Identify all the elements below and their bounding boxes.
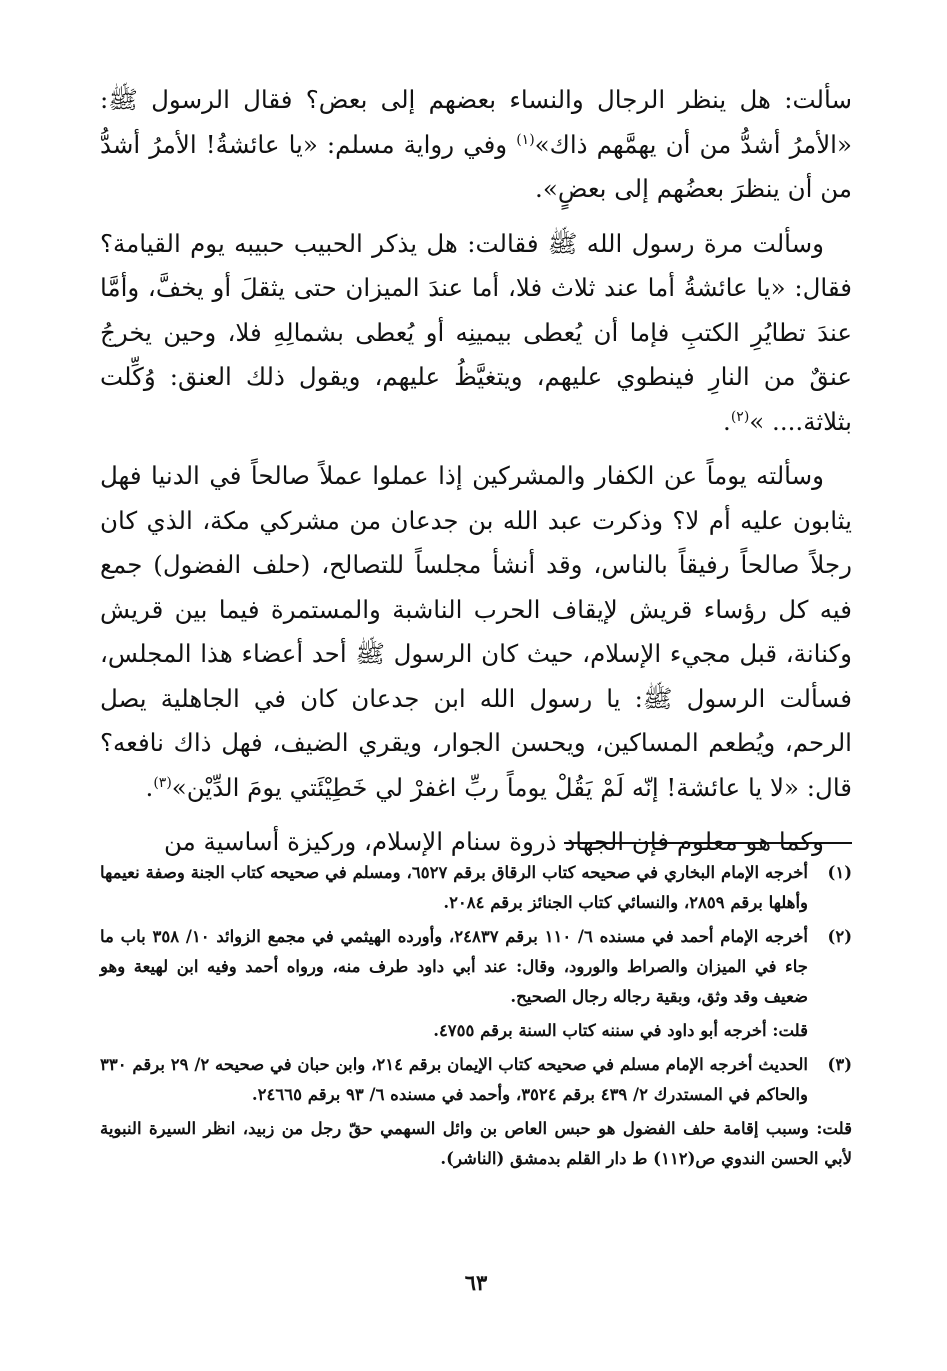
book-page (100, 78, 852, 1348)
paragraph-text: وسألت مرة رسول الله ﷺ فقالت: هل يذكر الحبيب حبيبه يوم القيامة؟ فقال: «يا عائشةُ أما عند ثلاث فلا، أما عندَ الميزان حتى يثقلَ أو يخفَّ، وأمَّا عندَ تطايُرِ الكتبِ فإما أن يُعطى بيمينِه أو يُعطى بشمالِهِ فلا، وحين يخرجُ عنقٌ من النارِ فينطوي عليهم، ويتغيَّظُ عليهم، ويقول ذلك العنق: وُكِّلت بثلاثة.... » (100, 228, 852, 436)
footnote-3-note: قلت: وسبب إقامة حلف الفضول هو حبس العاص بن وائل السهمي حقّ رجل من زبيد، انظر السيرة النبوية لأبي الحسن الندوي ص(١١٢) ط دار القلم بدمشق (الناشر). (100, 1119, 852, 1168)
paragraph-text-cont: وفي رواية مسلم: «يا عائشةُ! الأمرُ أشدُّ من أن ينظرَ بعضُهم إلى بعضٍ». (100, 129, 852, 203)
main-text (100, 78, 852, 865)
footnote-2 (100, 922, 852, 1012)
page-number: ٦٣ (464, 1270, 488, 1295)
paragraph-1 (100, 78, 852, 212)
footnote-ref-2[interactable]: (٢) (730, 408, 750, 425)
footnote-ref-3[interactable]: (٣) (153, 774, 172, 791)
paragraph-text-cont: . (145, 772, 154, 802)
footnote-1 (100, 858, 852, 918)
footnote-text: الحديث أخرجه الإمام مسلم في صحيحه كتاب الإيمان برقم ٢١٤، وابن حبان في صحيحه ٢/ ٢٩ برقم ٣٣٠ والحاكم في المستدرك ٢/ ٤٣٩ برقم ٣٥٢٤، وأحمد في مسنده ٦/ ٩٣ برقم ٢٤٦٦٥. (100, 1055, 808, 1104)
paragraph-3 (100, 454, 852, 810)
footnote-2-note: قلت: أخرجه أبو داود في سننه كتاب السنة برقم ٤٧٥٥. (433, 1021, 808, 1040)
paragraph-text: وكما هو معلوم فإن الجهاد ذروة سنام الإسلام، وركيزة أساسية من (163, 827, 824, 856)
footnote-text: أخرجه الإمام أحمد في مسنده ٦/ ١١٠ برقم ٢٤٨٣٧، وأورده الهيثمي في مجمع الزوائد ١٠/ ٣٥٨ باب ما جاء في الميزان والصراط والورود، وقال: عند أبي داود طرف منه، ورواه أحمد وفيه ابن لهيعة وهو ضعيف وقد وثق، وبقية رجاله رجال الصحيح. (100, 927, 808, 1006)
paragraph-text: وسألته يوماً عن الكفار والمشركين إذا عملوا عملاً صالحاً في الدنيا فهل يثابون عليه أم لا؟ وذكرت عبد الله بن جدعان من مشركي مكة، الذي كان رجلاً صالحاً رفيقاً بالناس، وقد أنشأ مجلساً للتصالح، (حلف الفضول) جمع فيه كل رؤساء قريش لإيقاف الحرب الناشبة والمستمرة فيما بين قريش وكنانة، قبل مجيء الإسلام، حيث كان الرسول ﷺ أحد أعضاء هذا المجلس، فسألت الرسول ﷺ: يا رسول الله ابن جدعان كان في الجاهلية يصل الرحم، ويُطعم المساكين، ويحسن الجوار، ويقري الضيف، فهل ذاك نافعه؟ قال: «لا يا عائشة! إنّه لَمْ يَقُلْ يوماً ربِّ اغفرْ لي خَطِيْئَتي يومَ الدِّيْن» (100, 461, 852, 802)
footnote-number: (١) (827, 863, 852, 882)
paragraph-text-cont: . (723, 406, 731, 436)
footnotes (100, 858, 852, 1178)
footnote-number: (٢) (827, 927, 852, 946)
paragraph-2 (100, 222, 852, 445)
footnote-divider (564, 842, 852, 844)
footnote-number: (٣) (827, 1055, 852, 1074)
paragraph-text: سألت: هل ينظر الرجال والنساء بعضهم إلى بعض؟ فقال الرسول ﷺ: «الأمرُ أشدُّ من أن يهمَّهم ذاك» (100, 85, 852, 159)
footnote-3 (100, 1050, 852, 1110)
footnote-text: أخرجه الإمام البخاري في صحيحه كتاب الرقاق برقم ٦٥٢٧، ومسلم في صحيحه كتاب الجنة وصفة نعيمها وأهلها برقم ٢٨٥٩، والنسائي كتاب الجنائز برقم ٢٠٨٤. (100, 863, 808, 912)
footnote-ref-1[interactable]: (١) (516, 131, 535, 148)
